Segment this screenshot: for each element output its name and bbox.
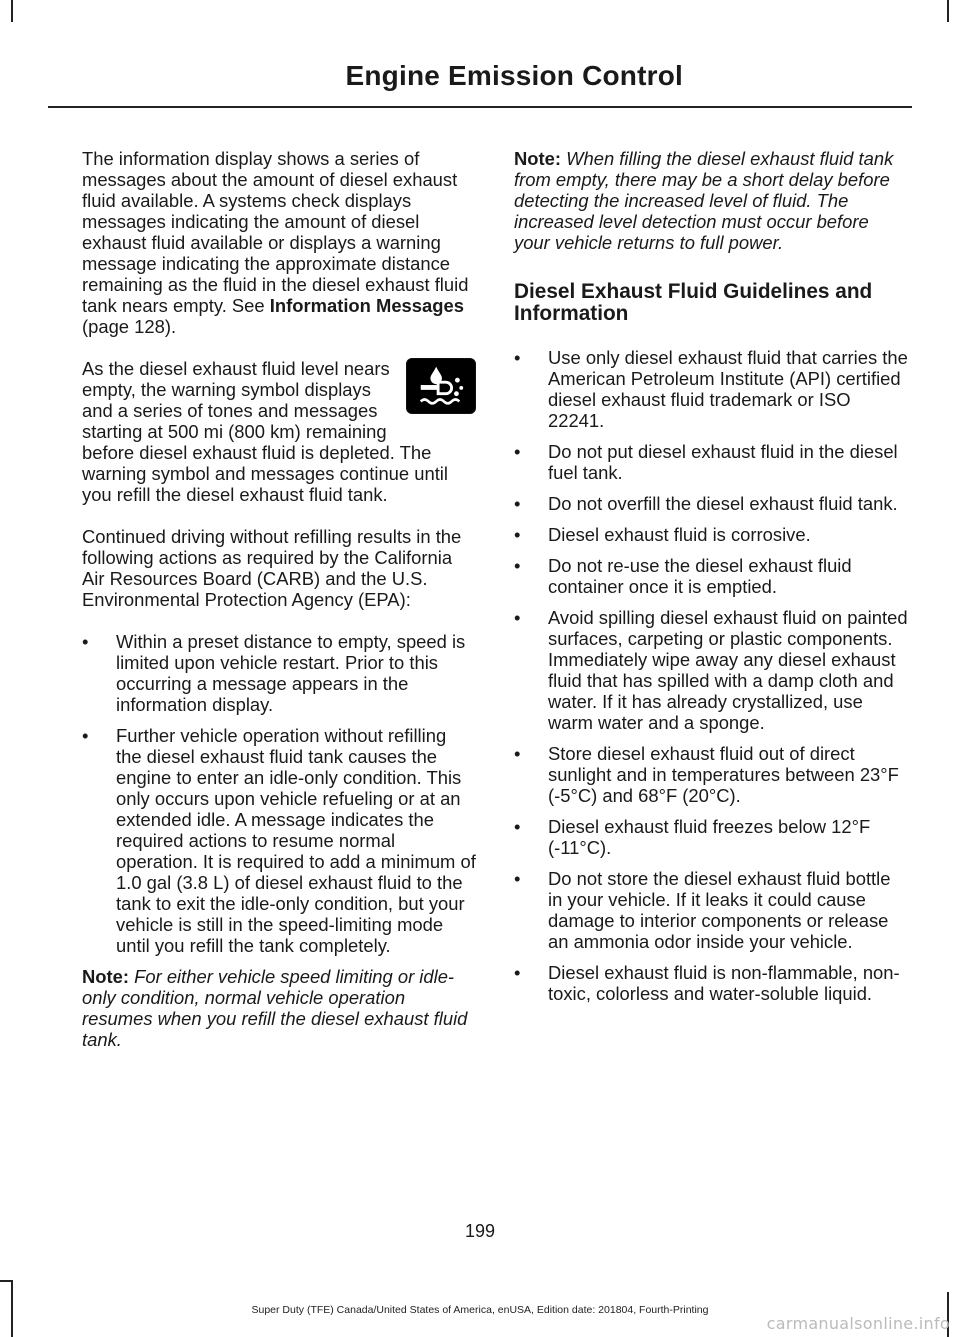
list-item-text: Diesel exhaust fluid is non-flammable, non-toxic, colorless and water-soluble liquid. bbox=[548, 962, 900, 1004]
list-item bbox=[82, 725, 476, 956]
list-item-text: Avoid spilling diesel exhaust fluid on painted surfaces, carpeting or plastic components. Immediately wipe away any diesel exhaust fluid that has spilled with a damp cloth and water. If it has already crystallized, use warm water and a sponge. bbox=[548, 607, 908, 733]
bullet-glyph: • bbox=[514, 555, 521, 576]
bullet-glyph: • bbox=[514, 441, 521, 462]
note-text: For either vehicle speed limiting or idle-only condition, normal vehicle operation resumes when you refill the diesel exhaust fluid tank. bbox=[82, 966, 468, 1050]
page-number: 199 bbox=[464, 1221, 496, 1241]
intro-paragraph bbox=[82, 148, 476, 337]
intro-page-reference: (page 128). bbox=[82, 316, 177, 337]
list-item-text: Further vehicle operation without refilling the diesel exhaust fluid tank causes the engine to enter an idle-only condition. This only occurs upon vehicle refueling or at an extended idle. A message indicates the required actions to resume normal operation. It is required to add a minimum of 1.0 gal (3.8 L) of diesel exhaust fluid to the tank to exit the idle-only condition, but your vehicle is still in the speed-limiting mode until you refill the tank completely. bbox=[116, 725, 476, 956]
diesel-exhaust-fluid-warning-icon bbox=[406, 358, 476, 414]
footer-edition-info: Super Duty (TFE) Canada/United States of America, enUSA, Edition date: 201804, Fourth-Printing bbox=[251, 1304, 709, 1316]
note-label: Note: bbox=[82, 966, 129, 987]
right-column bbox=[514, 148, 908, 1014]
warning-text: As the diesel exhaust fluid level nears empty, the warning symbol displays and a series of tones and messages starting at 500 mi (800 km) remaining before diesel exhaust fluid is depleted. The warning symbol and messages continue until you refill the diesel exhaust fluid tank. bbox=[82, 358, 448, 505]
bullet-glyph: • bbox=[82, 725, 89, 746]
consequence-list bbox=[82, 631, 476, 956]
page-title: Engine Emission Control bbox=[345, 60, 683, 91]
bullet-glyph: • bbox=[514, 347, 521, 368]
crop-mark-bottom-left-horizontal bbox=[0, 1280, 12, 1282]
note-label: Note: bbox=[514, 148, 561, 169]
list-item bbox=[514, 555, 908, 597]
bullet-glyph: • bbox=[514, 743, 521, 764]
list-item bbox=[514, 441, 908, 483]
list-item bbox=[514, 607, 908, 733]
bullet-glyph: • bbox=[514, 962, 521, 983]
list-item-text: Do not store the diesel exhaust fluid bottle in your vehicle. If it leaks it could cause damage to interior components or release an ammonia odor inside your vehicle. bbox=[548, 868, 891, 952]
list-item-text: Use only diesel exhaust fluid that carries the American Petroleum Institute (API) certified diesel exhaust fluid trademark or ISO 22241. bbox=[548, 347, 908, 431]
guidelines-list bbox=[514, 347, 908, 1004]
list-item-text: Diesel exhaust fluid is corrosive. bbox=[548, 524, 811, 545]
list-item-text: Do not put diesel exhaust fluid in the diesel fuel tank. bbox=[548, 441, 898, 483]
information-messages-link[interactable]: Information Messages bbox=[269, 295, 464, 316]
list-item bbox=[514, 347, 908, 431]
title-divider bbox=[48, 106, 912, 108]
list-item bbox=[514, 493, 908, 514]
intro-text: The information display shows a series of messages about the amount of diesel exhaust fluid available. A systems check displays messages indicating the amount of diesel exhaust fluid available or displays a warning message indicating the approximate distance remaining as the fluid in the diesel exhaust fluid tank nears empty. See bbox=[82, 148, 469, 316]
list-item-text: Do not re-use the diesel exhaust fluid container once it is emptied. bbox=[548, 555, 852, 597]
list-item bbox=[514, 743, 908, 806]
bullet-glyph: • bbox=[514, 868, 521, 889]
crop-mark-top-right-vertical bbox=[947, 0, 949, 22]
crop-mark-top-left-vertical bbox=[11, 0, 13, 22]
bullet-glyph: • bbox=[514, 816, 521, 837]
section-heading: Diesel Exhaust Fluid Guidelines and Information bbox=[514, 280, 873, 325]
bullet-glyph: • bbox=[514, 607, 521, 628]
left-column bbox=[82, 148, 476, 1071]
note-paragraph bbox=[82, 966, 476, 1050]
warning-paragraph bbox=[82, 358, 476, 526]
bullet-glyph: • bbox=[514, 524, 521, 545]
bullet-glyph: • bbox=[82, 631, 89, 652]
watermark: carmanualsonline.info bbox=[766, 1314, 950, 1333]
list-item-text: Diesel exhaust fluid freezes below 12°F (-11°C). bbox=[548, 816, 871, 858]
note-text: When filling the diesel exhaust fluid tank from empty, there may be a short delay before detecting the increased level of fluid. The increased level detection must occur before your vehicle returns to full power. bbox=[514, 148, 894, 253]
list-item bbox=[514, 868, 908, 952]
list-item-text: Do not overfill the diesel exhaust fluid tank. bbox=[548, 493, 898, 514]
continued-driving-paragraph: Continued driving without refilling results in the following actions as required by the California Air Resources Board (CARB) and the U.S. Environmental Protection Agency (EPA): bbox=[82, 526, 462, 610]
list-item bbox=[82, 631, 476, 715]
note-paragraph bbox=[514, 148, 908, 253]
list-item bbox=[514, 524, 908, 545]
list-item bbox=[514, 816, 908, 858]
list-item bbox=[514, 962, 908, 1004]
list-item-text: Store diesel exhaust fluid out of direct sunlight and in temperatures between 23°F (-5°C) and 68°F (20°C). bbox=[548, 743, 899, 806]
list-item-text: Within a preset distance to empty, speed is limited upon vehicle restart. Prior to this occurring a message appears in the information display. bbox=[116, 631, 466, 715]
bullet-glyph: • bbox=[514, 493, 521, 514]
